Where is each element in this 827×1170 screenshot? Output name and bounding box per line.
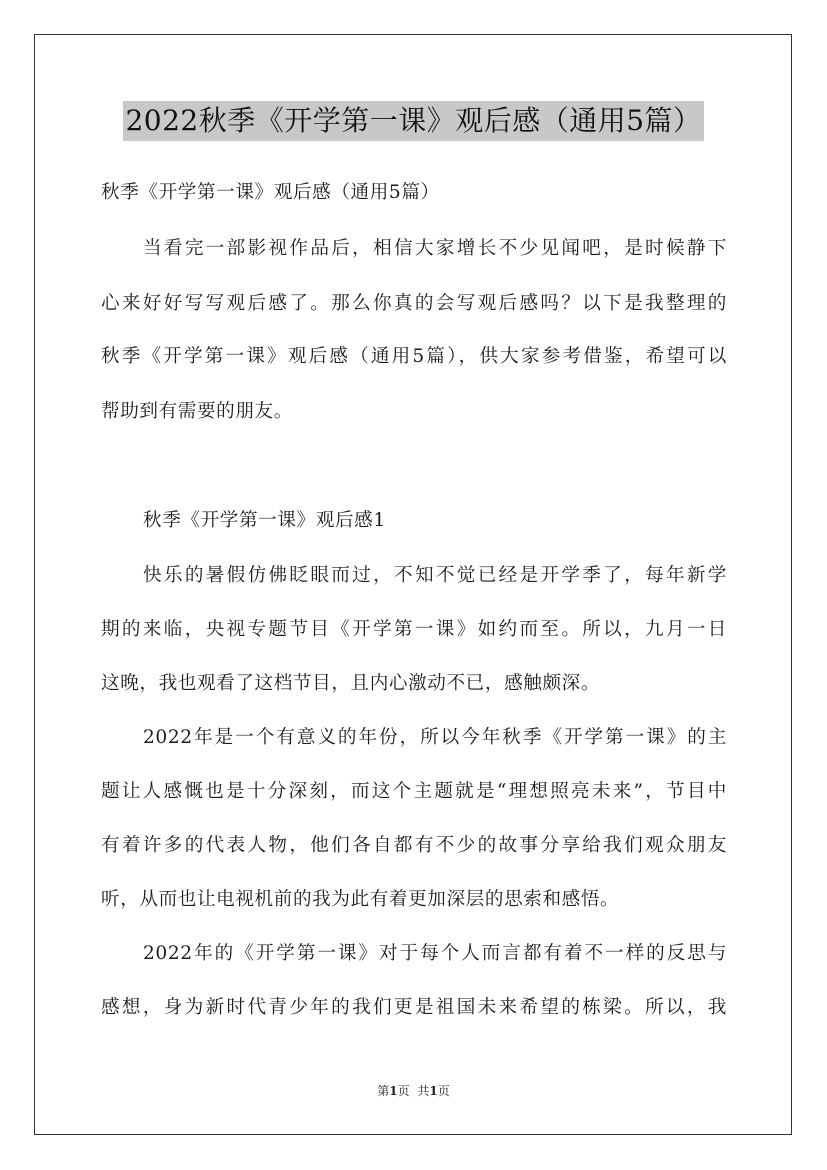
total-prefix: 共 (417, 1084, 430, 1098)
page-prefix: 第 (377, 1084, 390, 1098)
paragraph-line: 心来好好写写观后感了。那么你真的会写观后感吗？以下是我整理的 (101, 293, 727, 314)
section-heading: 秋季《开学第一课》观后感1 (143, 510, 386, 531)
paragraph-line: 当看完一部影视作品后，相信大家增长不少见闻吧，是时候静下 (143, 238, 727, 259)
title-container (0, 101, 827, 141)
total-pages: 1 (429, 1084, 438, 1098)
paragraph-line: 有着许多的代表人物，他们各自都有不少的故事分享给我们观众朋友 (101, 835, 727, 856)
page-suffix: 页 (397, 1084, 410, 1098)
paragraph-line: 这晚，我也观看了这档节目，且内心激动不已，感触颇深。 (101, 673, 601, 694)
subtitle: 秋季《开学第一课》观后感（通用5篇） (101, 182, 440, 203)
page-footer (0, 1083, 827, 1099)
paragraph-line: 2022年的《开学第一课》对于每个人而言都有着不一样的反思与 (143, 943, 727, 964)
paragraph-line: 期的来临，央视专题节目《开学第一课》如约而至。所以，九月一日 (101, 619, 727, 640)
paragraph-line: 帮助到有需要的朋友。 (101, 401, 293, 422)
document-title: 2022秋季《开学第一课》观后感（通用5篇） (123, 101, 703, 141)
paragraph-line: 快乐的暑假仿佛眨眼而过，不知不觉已经是开学季了，每年新学 (143, 565, 727, 586)
paragraph-line: 2022年是一个有意义的年份，所以今年秋季《开学第一课》的主 (143, 727, 727, 748)
paragraph-line: 感想，身为新时代青少年的我们更是祖国未来希望的栋梁。所以，我 (101, 997, 727, 1018)
paragraph-line: 听，从而也让电视机前的我为此有着更加深层的思索和感悟。 (101, 889, 620, 910)
paragraph-line: 题让人感慨也是十分深刻，而这个主题就是“理想照亮未来”，节目中 (101, 781, 727, 802)
page-number: 1 (389, 1084, 398, 1098)
paragraph-line: 秋季《开学第一课》观后感（通用5篇），供大家参考借鉴，希望可以 (101, 346, 727, 367)
total-suffix: 页 (437, 1084, 450, 1098)
